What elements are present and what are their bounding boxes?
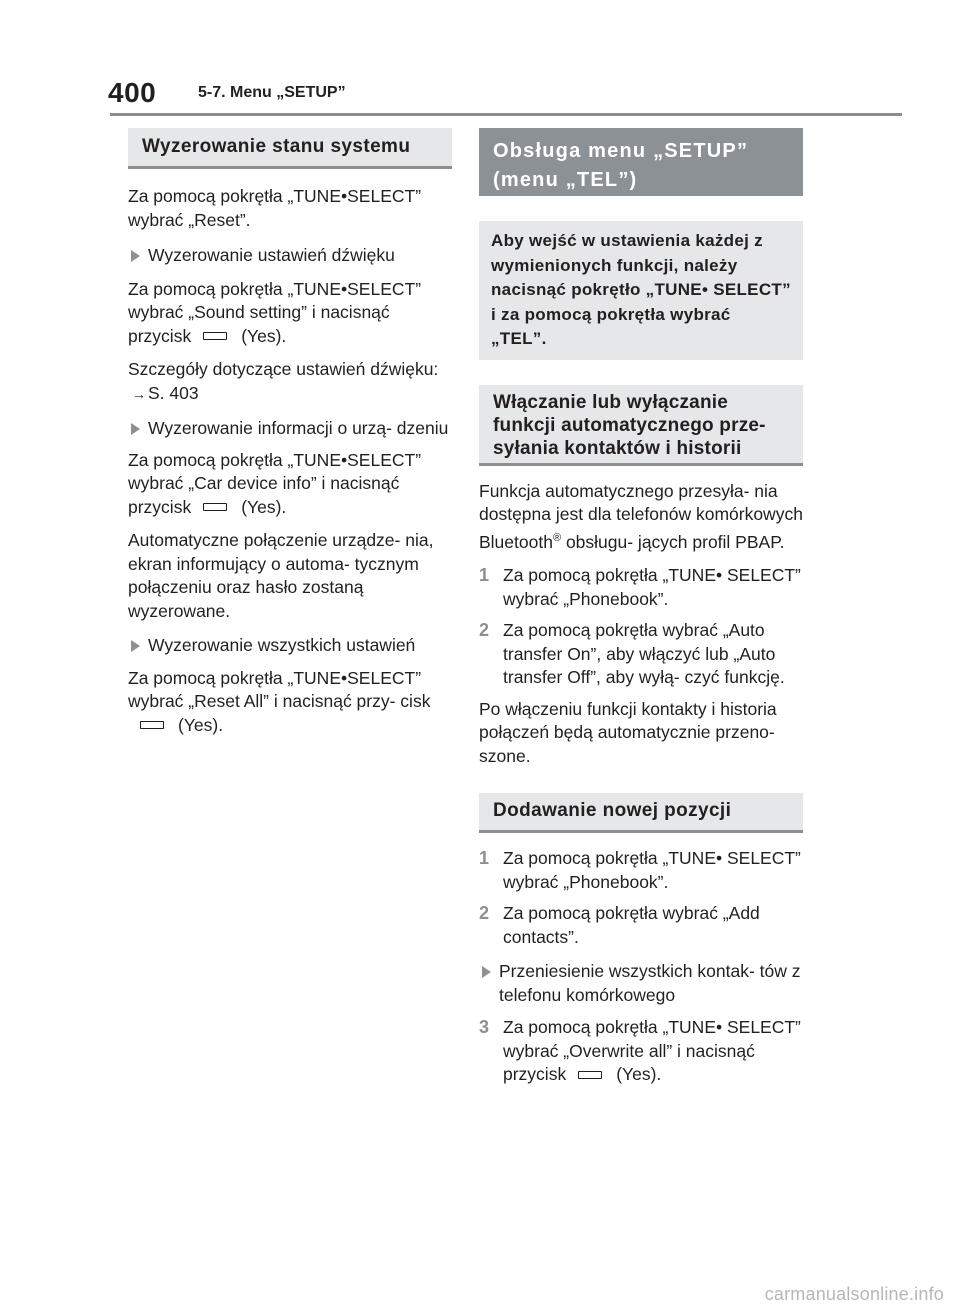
step-number: 2: [479, 620, 490, 641]
subsection-heading-auto-transfer: Włączanie lub wyłączanie funkcji automatycznego prze- syłania kontaktów i historii: [479, 385, 803, 466]
bullet-device-info-reset: [128, 417, 452, 441]
step-number: 2: [479, 903, 490, 924]
left-column: [128, 128, 452, 737]
bullet-overwrite-all: [479, 960, 803, 1007]
page-reference: S. 403: [148, 382, 199, 403]
reset-intro: Za pomocą pokrętła „TUNE•SELECT” wybrać „Reset”.: [128, 186, 422, 230]
subsection-heading-add-entry: Dodawanie nowej pozycji: [479, 793, 803, 833]
bullet-sound-reset: [128, 244, 452, 268]
bullet-triangle-icon: [131, 423, 140, 435]
bullet-title: Wyzerowanie informacji o urzą- dzeniu: [148, 418, 449, 438]
device-reset-detail: Automatyczne połączenie urządze- nia, ekran informujący o automa- tycznym połączeniu oraz hasło zostaną wyzerowane.: [128, 530, 434, 621]
section-heading-tel: Obsługa menu „SETUP” (menu „TEL”): [479, 128, 803, 196]
button-icon: [578, 1071, 602, 1079]
auto-transfer-step-2: 2 Za pomocą pokrętła wybrać „Auto transfer On”, aby włączyć lub „Auto transfer Off”, aby wyłą- czyć funkcję.: [479, 620, 785, 688]
button-icon: [203, 332, 227, 340]
section-heading-reset: Wyzerowanie stanu systemu: [128, 128, 452, 169]
add-entry-step-1: 1 Za pomocą pokrętła „TUNE• SELECT” wybrać „Phonebook”.: [479, 848, 801, 892]
bullet-title: Wyzerowanie ustawień dźwięku: [148, 245, 395, 265]
step-number: 3: [479, 1017, 490, 1038]
page-ref-arrow-icon: →: [132, 385, 146, 402]
tel-access-note: Aby wejść w ustawienia każdej z wymienionych funkcji, należy nacisnąć pokrętło „TUNE• SELECT” i za pomocą pokrętła wybrać „TEL”.: [479, 221, 803, 360]
bullet-triangle-icon: [131, 640, 140, 652]
bullet-triangle-icon: [482, 966, 491, 978]
sound-reset-instruction: Za pomocą pokrętła „TUNE•SELECT” wybrać „Sound setting” i nacisnąć przycisk (Yes).: [128, 278, 422, 346]
auto-transfer-note: Po włączeniu funkcji kontakty i historia połączeń będą automatycznie przeno- szone.: [479, 698, 777, 766]
auto-transfer-step-1: 1 Za pomocą pokrętła „TUNE• SELECT” wybrać „Phonebook”.: [479, 565, 801, 609]
button-icon: [140, 721, 164, 729]
step-number: 1: [479, 848, 490, 869]
device-reset-instruction: Za pomocą pokrętła „TUNE•SELECT” wybrać „Car device info” i nacisnąć przycisk (Yes).: [128, 449, 422, 517]
registered-mark: ®: [552, 531, 562, 544]
page-number: 400: [108, 77, 157, 108]
bullet-triangle-icon: [131, 250, 140, 262]
button-icon: [203, 503, 227, 511]
watermark: carmanualsonline.info: [764, 1284, 944, 1304]
bullet-reset-all: [128, 634, 452, 658]
right-column: [479, 128, 803, 1087]
chapter-title: 5-7. Menu „SETUP”: [198, 84, 346, 101]
bullet-title: Wyzerowanie wszystkich ustawień: [148, 635, 416, 655]
bullet-title: Przeniesienie wszystkich kontak- tów z telefonu komórkowego: [499, 961, 801, 1005]
sound-detail: Szczegóły dotyczące ustawień dźwięku:→ S. 403: [128, 358, 452, 406]
reset-all-instruction: Za pomocą pokrętła „TUNE•SELECT” wybrać „Reset All” i nacisnąć przy- cisk(Yes).: [128, 667, 431, 735]
auto-transfer-intro: Funkcja automatycznego przesyła- nia dostępna jest dla telefonów komórkowych Bluetooth® obsługu- jących profil PBAP.: [479, 480, 803, 552]
step-number: 1: [479, 565, 490, 586]
header-rule: [110, 113, 902, 116]
add-entry-step-3: 3 Za pomocą pokrętła „TUNE• SELECT” wybrać „Overwrite all” i nacisnąć przycisk (Yes).: [479, 1017, 801, 1085]
add-entry-step-2: 2 Za pomocą pokrętła wybrać „Add contacts”.: [479, 903, 760, 947]
